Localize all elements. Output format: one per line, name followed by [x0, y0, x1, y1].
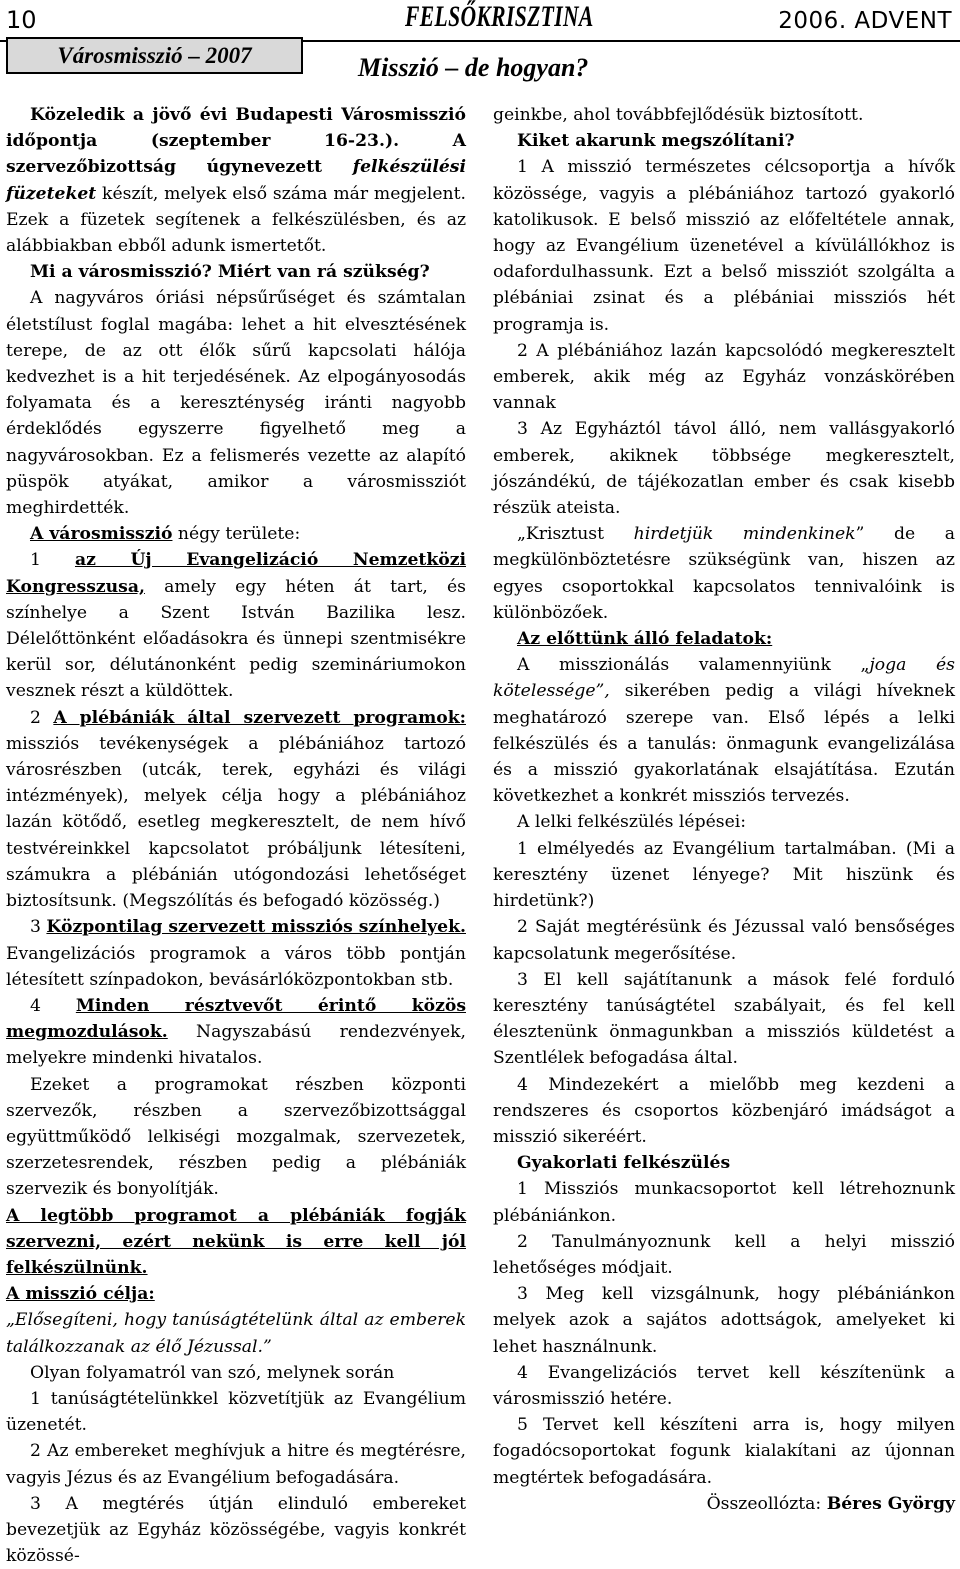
area-4: 4 Minden résztvevőt érintő közös megmozdulások. Nagyszabású rendezvények, melyekre mindenki hivatalos.: [6, 995, 466, 1069]
spiritual-step-2: 2 Saját megtérésünk és Jézussal való bensőséges kapcsolatunk megerősítése.: [493, 917, 955, 964]
author-name: Béres György: [826, 1493, 955, 1514]
left-column: [6, 102, 466, 1569]
continuation-text: geinkbe, ahol továbbfejlődésük biztosított.: [493, 105, 864, 125]
process-step-3: 3 A megtérés útján elinduló embereket bevezetjük az Egyház közösségébe, vagyis konkrét közössé-: [6, 1493, 466, 1567]
article-title: Misszió – de hogyan?: [358, 53, 589, 82]
practical-step-1: 1 Missziós munkacsoportot kell létrehoznunk plébániánkon.: [493, 1179, 955, 1226]
question-body: A nagyváros óriási népsűrűséget és számtalan életstílust foglal magába: lehet a hit elvesztésének terepe, de az ott élők sűrű kapcsolati hálója kedvezhet is a hit terjedésének. Az elpogányosodás folyamata és a kereszténység iránti nagyobb érdeklődés egyszerre figyelhető meg a nagyvárosokban. Ez a felismerés vezette az alapító püspök atyákat, amikor a városmissziót meghirdették.: [6, 288, 466, 519]
who-heading: Kiket akarunk megszólítani?: [517, 131, 795, 152]
target-group-2: 2 A plébániához lazán kapcsolódó megkeresztelt emberek, akik még az Egyház vonzáskörében vannak: [493, 340, 955, 414]
spiritual-steps-intro: A lelki felkészülés lépései:: [517, 812, 747, 833]
spiritual-step-1: 1 elmélyedés az Evangélium tartalmában. (Mi a keresztény üzenet lényege? Mit hiszünk és hirdetünk?): [493, 838, 955, 912]
practical-step-4: 4 Evangelizációs tervet kell készítenünk a városmisszió hetére.: [493, 1362, 955, 1409]
krisztust-paragraph: „Krisztust hirdetjük mindenkinek” de a megkülönböztetésre szükségünk van, hiszen az egyes csoportokkal kapcsolatos tennivalóink is különbözőek.: [493, 524, 955, 623]
tasks-heading: Az előttünk álló feladatok:: [517, 629, 773, 650]
areas-heading: A városmisszió négy területe:: [30, 524, 301, 545]
process-intro: Olyan folyamatról van szó, melynek során: [30, 1362, 395, 1383]
goal-quote: „Elősegíteni, hogy tanúságtételünk által az emberek találkozzanak az élő Jézussal.”: [6, 1310, 466, 1357]
target-group-3: 3 Az Egyháztól távol álló, nem vallásgyakorló emberek, akiknek többsége megkeresztelt, jószándékú, de tájékozatlan ember és csak kisebb részük ateista.: [493, 419, 955, 519]
masthead: FELSŐKRISZTINA: [405, 0, 594, 33]
tasks-paragraph: A misszionálás valamennyiünk „joga és kötelessége”, sikerében pedig a világi híveknek meghatározó szerepe van. Első lépés a lelki felkészülés és a tanulás: önmagunk evangelizálása és a misszió gyakorlatának elsajátítása. Ezután következhet a konkrét missziós tervezés.: [493, 655, 955, 807]
intro-paragraph: Közeledik a jövő évi Budapesti Városmisszió időpontja (szeptember 16-23.). A szervezőbizottság úgynevezett felkészülési füzeteket készít, melyek első száma már megjelent. Ezek a füzetek segítenek a felkészülésben, és az alábbiakban ebből adunk ismertetőt.: [6, 105, 466, 257]
question-heading: Mi a városmisszió? Miért van rá szükség?: [30, 262, 430, 283]
area-2: 2 A plébániák által szervezett programok: missziós tevékenységek a plébániához tartozó városrészben (utcák, terek, egyházi és világi intézmények), melyek célja hogy a plébániához lazán kötődő, esetleg megkeresztelt, de nem hívő testvéreinkkel kapcsolatot próbáljunk létesíteni, számukra a plébánián utógondozási lehetőséget biztosítsunk. (Megszólítás és befogadó közösség.): [6, 707, 466, 912]
right-column: [493, 102, 955, 1517]
spiritual-step-3: 3 El kell sajátítanunk a mások felé forduló keresztény tanúságtétel szabályait, és fel kell élesztenünk önmagunkban a missziós küldetést a Szentlélek befogadása által.: [493, 969, 955, 1069]
issue-label: 2006. ADVENT: [778, 8, 952, 34]
parishes-emphasis: A legtöbb programot a plébániák fogják szervezni, ezért nekünk is erre kell jól felkészülnünk.: [6, 1205, 466, 1278]
signature: Összeollózta: Béres György: [706, 1493, 955, 1514]
target-group-1: 1 A misszió természetes célcsoportja a hívők közössége, vagyis a plébániához tartozó gyakorló katolikusok. E belső misszió az előfeltétele annak, hogy az Evangélium üzenetével a kívülállókhoz is odafordulhassunk. Ezt a belső missziót szolgálta a plébániai zsinat és a plébániai missziós hét programja is.: [493, 157, 955, 335]
process-step-2: 2 Az embereket meghívjuk a hitre és megtérésre, vagyis Jézus és az Evangélium befogadására.: [6, 1441, 466, 1488]
section-label: Városmisszió – 2007: [6, 37, 303, 74]
spiritual-step-4: 4 Mindezekért a mielőbb meg kezdeni a rendszeres és csoportos közbenjáró imádságot a misszió sikeréért.: [493, 1074, 955, 1147]
goal-heading: A misszió célja:: [6, 1284, 155, 1305]
practical-step-5: 5 Tervet kell készíteni arra is, hogy milyen fogadócsoportokat fogunk kialakítani az újonnan megtértek befogadására.: [493, 1415, 955, 1488]
practical-heading: Gyakorlati felkészülés: [517, 1153, 731, 1174]
area-3: 3 Központilag szervezett missziós színhelyek. Evangelizációs programok a város több pontján létesített színpadokon, bevásárlóközpontokban stb.: [6, 917, 466, 990]
practical-step-2: 2 Tanulmányoznunk kell a helyi misszió lehetőséges módjait.: [493, 1231, 955, 1278]
process-step-1: 1 tanúságtételünkkel közvetítjük az Evangélium üzenetét.: [6, 1388, 466, 1436]
organizers-paragraph: Ezeket a programokat részben központi szervezők, részben a szervezőbizottsággal együttműködő lelkiségi mozgalmak, szervezetek, szerzetesrendek, részben pedig a plébániák szervezik és bonyolítják.: [6, 1074, 466, 1200]
page-number: 10: [6, 6, 37, 34]
practical-step-3: 3 Meg kell vizsgálnunk, hogy plébániánkon melyek azok a sajátos adottságok, amelyeket ki lehet használnunk.: [493, 1284, 955, 1357]
area-1: 1 az Új Evangelizáció Nemzetközi Kongresszusa, amely egy héten át tart, és színhelye a Szent István Bazilika lesz. Délelőttönként előadásokra és ünnepi szentmisékre kerül sor, délutánonként pedig szemináriumokon vesznek részt a küldöttek.: [6, 550, 466, 702]
